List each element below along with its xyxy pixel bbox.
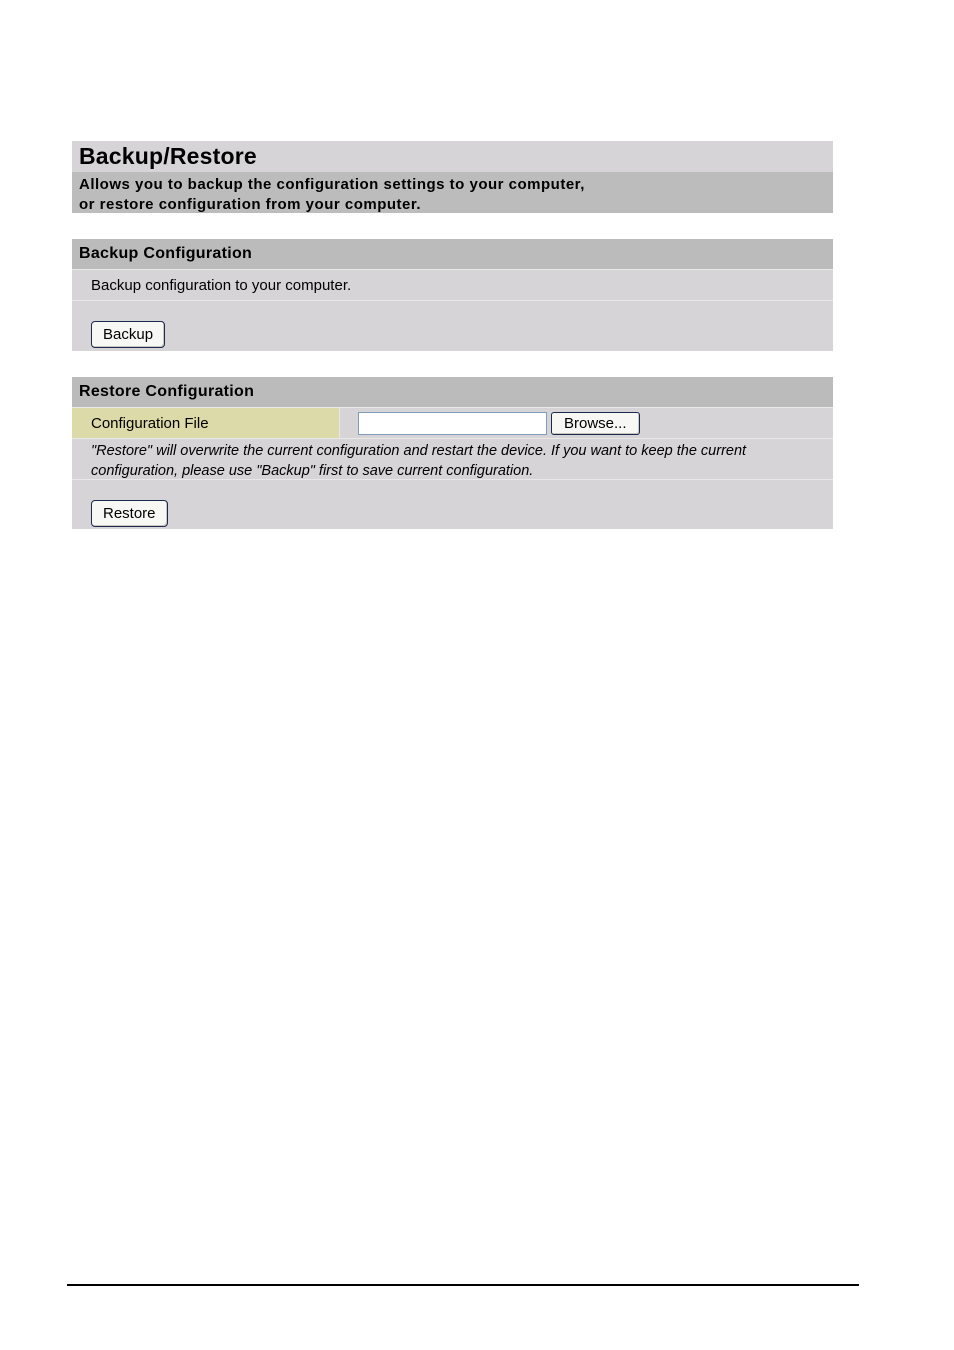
- page-description-line: or restore configuration from your computer.: [79, 196, 422, 213]
- restore-warning-line: configuration, please use "Backup" first to save current configuration.: [91, 463, 534, 479]
- page-description: [72, 172, 833, 213]
- backup-section: [72, 239, 833, 351]
- page-header: [72, 141, 833, 213]
- restore-button[interactable]: Restore: [91, 500, 168, 527]
- backup-section-heading: Backup Configuration: [72, 239, 833, 270]
- configuration-file-picker: [340, 408, 833, 438]
- backup-description: Backup configuration to your computer.: [72, 270, 833, 301]
- footer-divider: [67, 1284, 859, 1286]
- configuration-file-row: [72, 408, 833, 439]
- page-title: Backup/Restore: [79, 143, 257, 169]
- configuration-file-input[interactable]: [358, 412, 547, 435]
- title-bar: [72, 141, 833, 172]
- restore-warning-note: [72, 439, 833, 480]
- restore-warning-line: "Restore" will overwrite the current configuration and restart the device. If you want to keep the current: [91, 443, 747, 459]
- backup-button[interactable]: Backup: [91, 321, 165, 348]
- restore-section: [72, 377, 833, 529]
- backup-button-row: [72, 301, 833, 351]
- browse-button[interactable]: Browse...: [551, 412, 640, 435]
- restore-section-heading: Restore Configuration: [72, 377, 833, 408]
- configuration-file-label: Configuration File: [72, 408, 340, 438]
- restore-button-row: [72, 480, 833, 529]
- page-description-line: Allows you to backup the configuration settings to your computer,: [79, 176, 585, 193]
